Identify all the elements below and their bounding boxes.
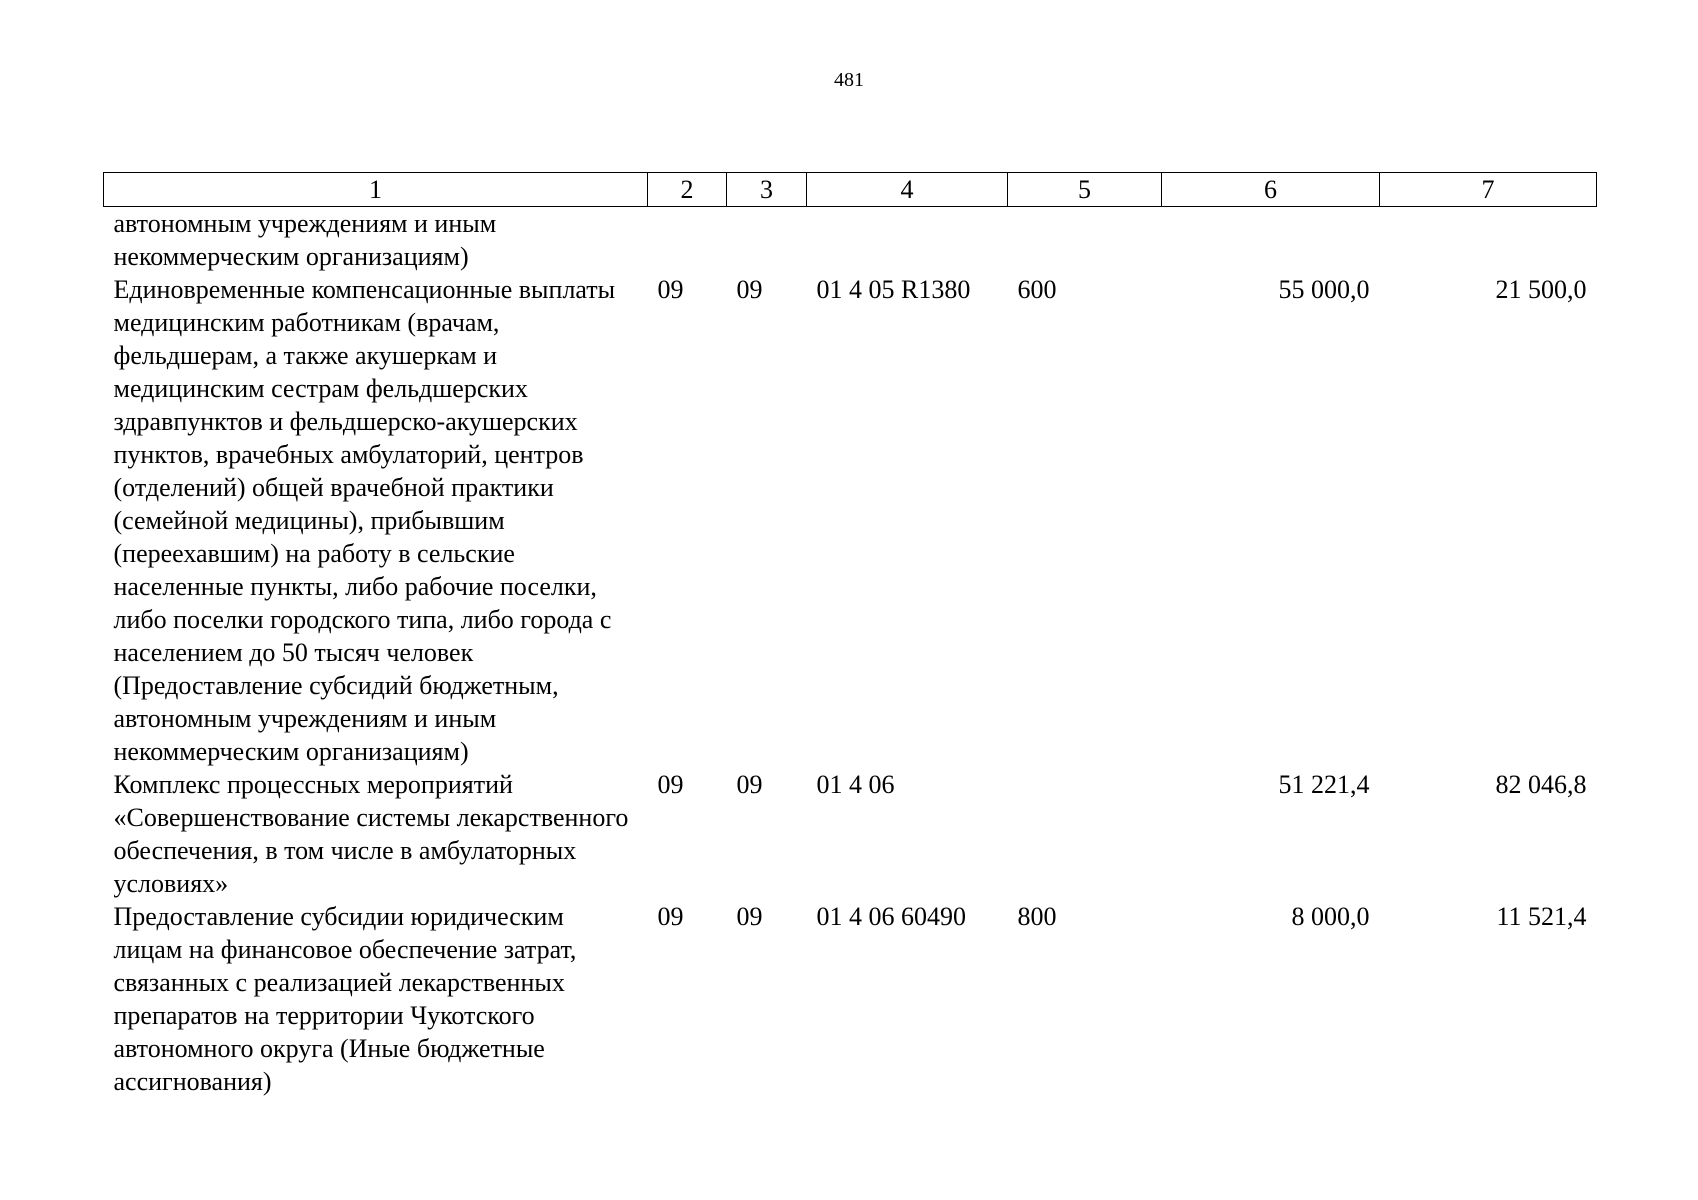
column-number-row [104,173,1597,207]
row-expense-type [1008,768,1162,900]
row-amount-7: 21 500,0 [1495,275,1587,304]
row-target-item: 01 4 06 60490 [816,902,966,931]
table-row [104,273,1597,768]
column-header-7: 7 [1380,173,1597,207]
row-subsection [727,207,807,274]
row-subsection: 09 [736,275,763,304]
column-header-5: 5 [1008,173,1162,207]
row-subsection: 09 [736,770,763,799]
row-section [648,207,727,274]
row-amount-6: 8 000,0 [1291,902,1370,931]
row-target-item: 01 4 05 R1380 [816,275,971,304]
row-amount-7: 82 046,8 [1495,770,1587,799]
column-header-6: 6 [1162,173,1380,207]
row-section: 09 [657,902,684,931]
column-header-1: 1 [104,173,648,207]
row-name: Комплекс процессных мероприятий «Совершенствование системы лекарственного обеспечения, в том числе в амбулаторных условиях» [113,770,629,898]
column-header-2: 2 [648,173,727,207]
row-target-item: 01 4 06 [816,770,895,799]
budget-table [103,172,1597,1098]
table-row [104,900,1597,1098]
row-amount-7: 11 521,4 [1496,902,1587,931]
page-number: 481 [834,69,864,91]
row-amount-6: 55 000,0 [1278,275,1370,304]
table-row [104,207,1597,274]
row-expense-type: 800 [1017,902,1057,931]
row-amount-7 [1380,207,1597,274]
row-name: Предоставление субсидии юридическим лицам на финансовое обеспечение затрат, связанных с реализацией лекарственных препаратов на территории Чукотского автономного округа (Иные бюджетные ассигнования) [113,902,577,1096]
row-target-item [807,207,1008,274]
row-section: 09 [657,770,684,799]
row-section: 09 [657,275,684,304]
row-name: Единовременные компенсационные выплаты медицинским работникам (врачам, фельдшерам, а также акушеркам и медицинским сестрам фельдшерских здравпунктов и фельдшерско-акушерских пунктов, врачебных амбулаторий, центров (отделений) общей врачебной практики (семейной медицины), прибывшим (переехавшим) на работу в сельские населенные пункты, либо рабочие поселки, либо поселки городского типа, либо города с населением до 50 тысяч человек (Предоставление субсидий бюджетным, автономным учреждениям и иным некоммерческим организациям) [113,275,616,766]
row-expense-type: 600 [1017,275,1057,304]
row-amount-6: 51 221,4 [1278,770,1370,799]
row-amount-6 [1162,207,1380,274]
row-expense-type [1008,207,1162,274]
column-header-3: 3 [727,173,807,207]
table-row [104,768,1597,900]
row-name: автономным учреждениям и иным некоммерческим организациям) [113,209,497,271]
column-header-4: 4 [807,173,1008,207]
row-subsection: 09 [736,902,763,931]
